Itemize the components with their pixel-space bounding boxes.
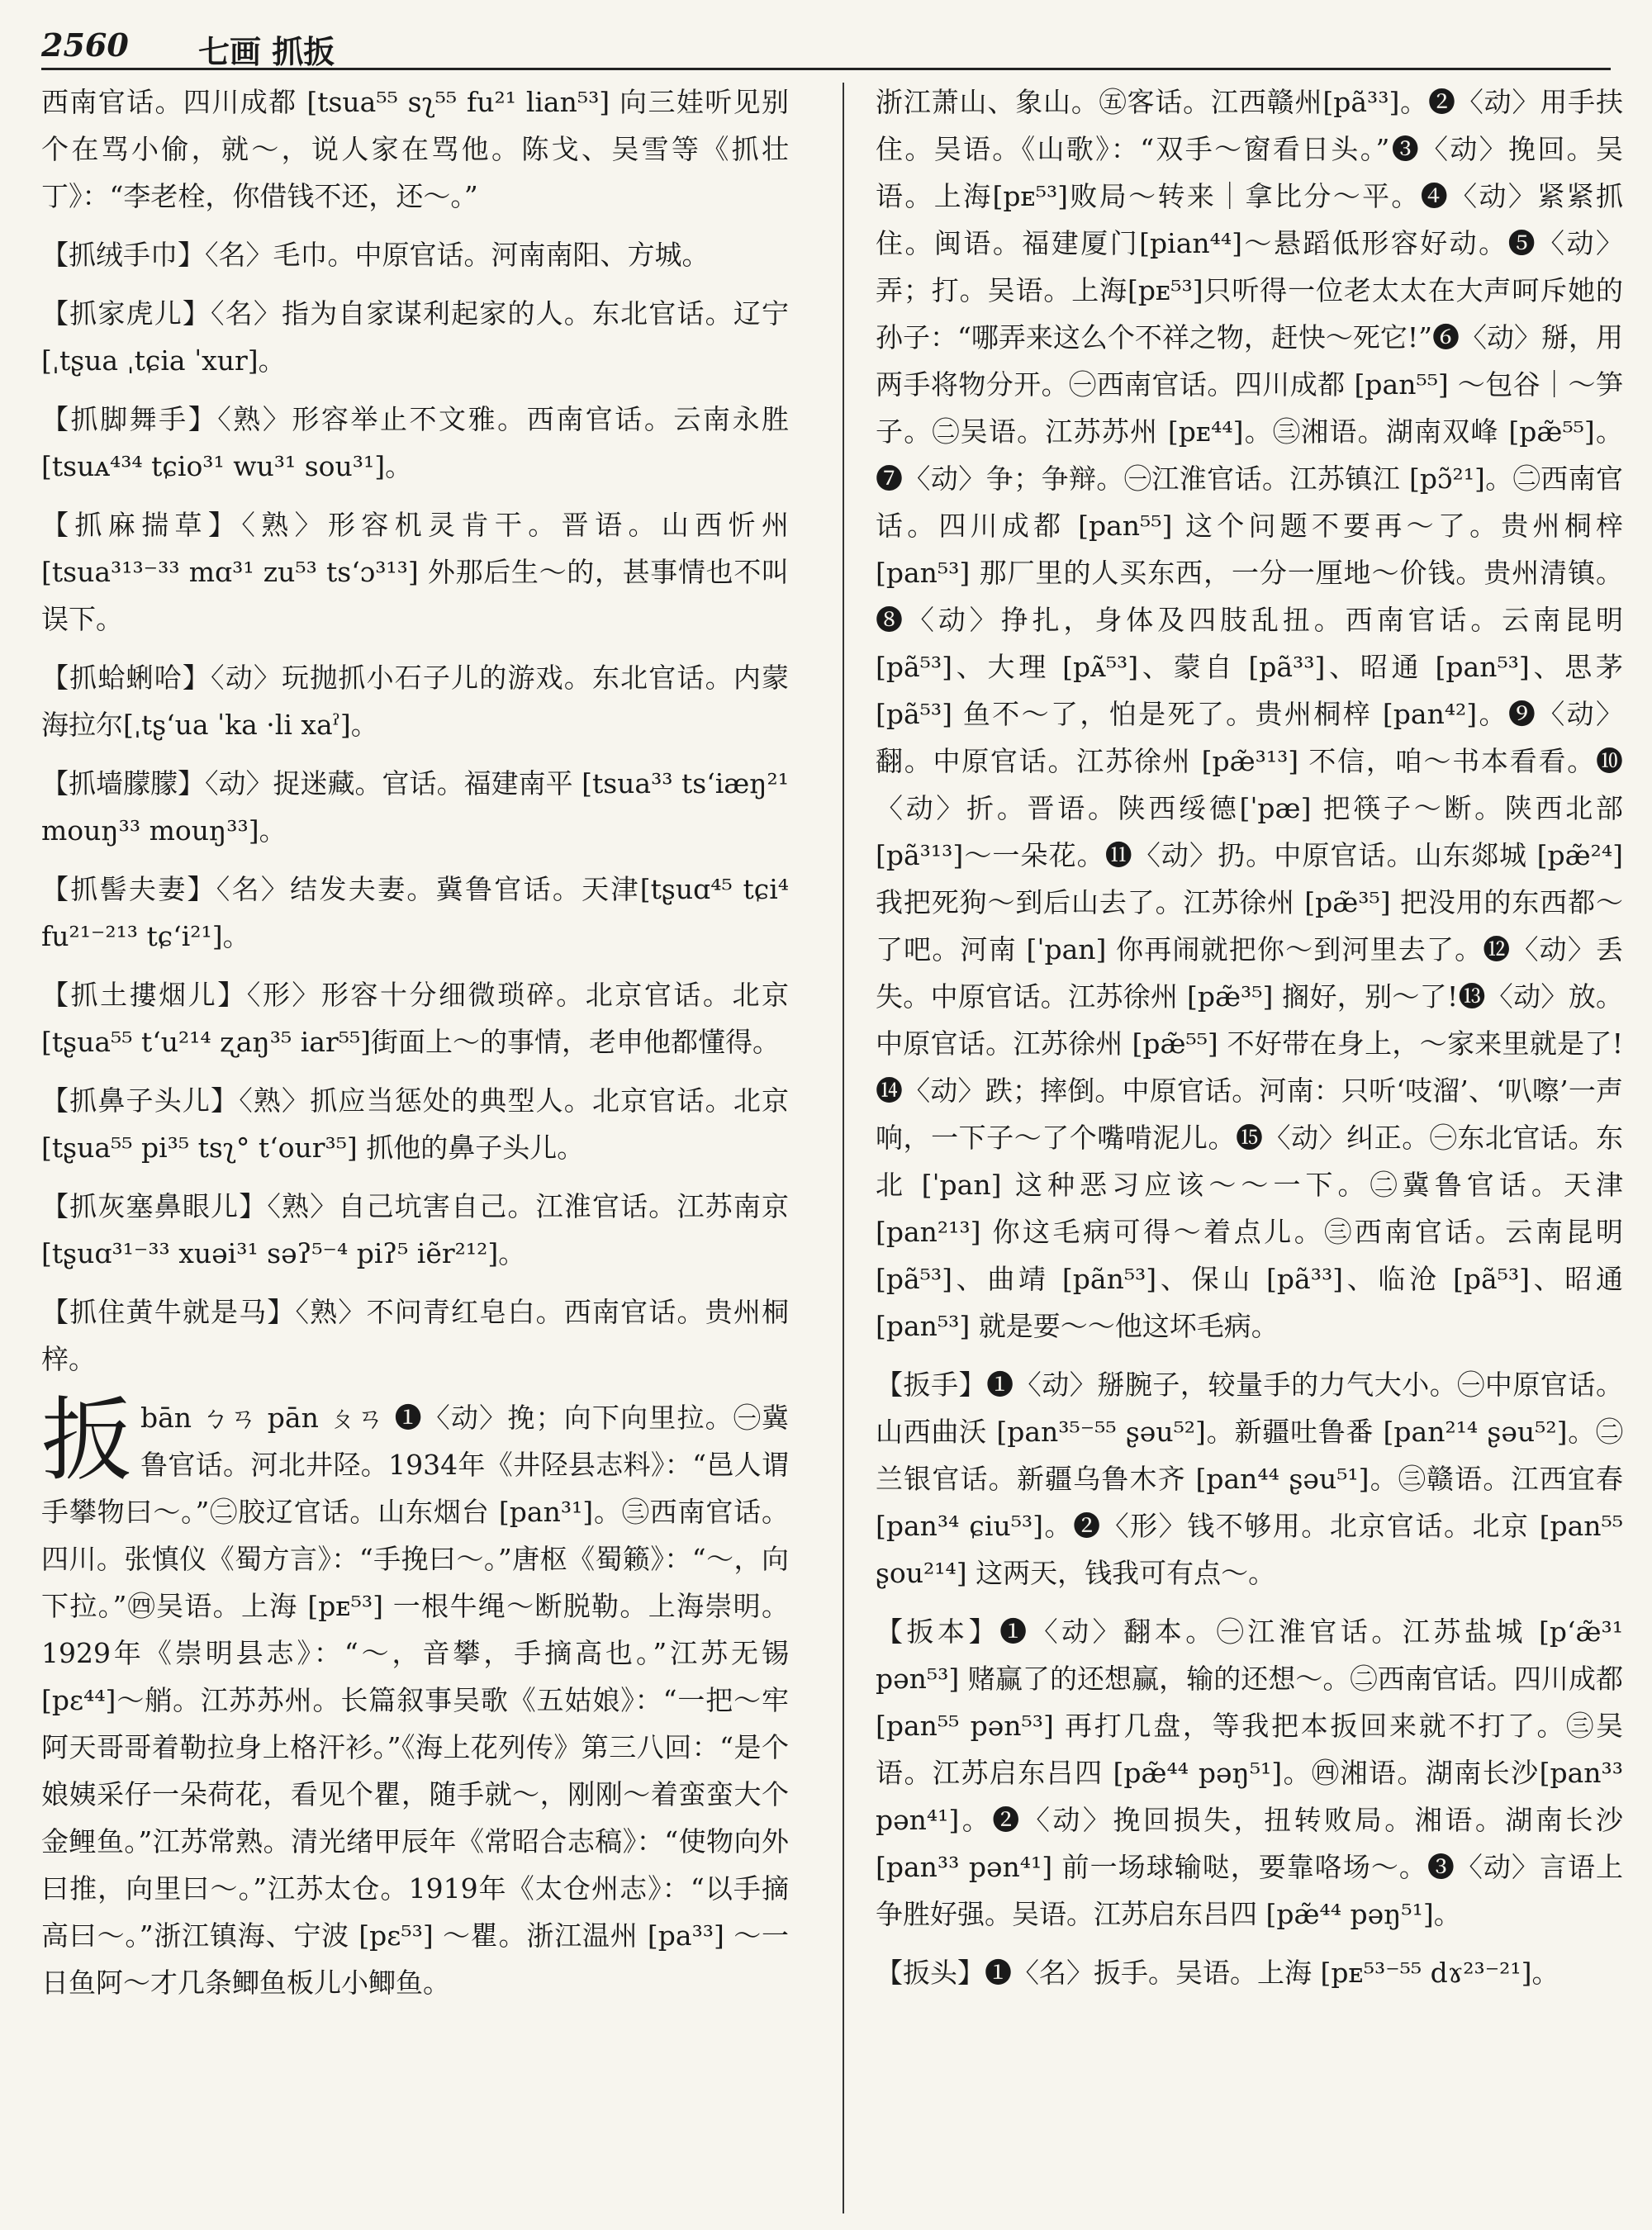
entry-bantou: 【扳头】❶〈名〉扳手。吴语。上海 [pᴇ⁵³⁻⁵⁵ dɤ²³⁻²¹]。	[876, 1957, 1559, 1989]
right-column	[876, 78, 1623, 2008]
page-header	[41, 18, 1611, 69]
entry-zhuarong-shoujin: 【抓绒手巾】〈名〉毛巾。中原官话。河南南阳、方城。	[41, 239, 710, 271]
entry-zhuazhu-huangniu: 【抓住黄牛就是马】〈熟〉不问青红皂白。西南官话。贵州桐梓。	[41, 1296, 789, 1375]
column-divider	[843, 83, 844, 2213]
headword-definition: ❶〈动〉挽；向下向里拉。㊀冀鲁官话。河北井陉。1934年《井陉县志料》：“邑人谓手攀物曰～。”㊁胶辽官话。山东烟台 [pan³¹]。㊂西南官话。四川。张慎仪《蜀方言》：“手挽曰～。”唐枢《蜀籁》：“～，向下拉。”㊃吴语。上海 [pᴇ⁵³] 一根牛绳～断脱勒。上海崇明。1929年《崇明县志》：“～，音攀，手摘高也。”江苏无锡 [pɛ⁴⁴]～艄。江苏苏州。长篇叙事吴歌《五姑娘》：“一把～牢阿天哥哥着勒拉身上格汗衫。”《海上花列传》第三八回：“是个娘姨采仔一朵荷花，看见个瞿，随手就～，刚刚～着蛮蛮大个金鲤鱼。”江苏常熟。清光绪甲辰年《常昭合志稿》：“使物向外曰推，向里曰～。”江苏太仓。1919年《太仓州志》：“以手摘高曰～。”浙江镇海、宁波 [pɛ⁵³] ～瞿。浙江温州 [pa³³] ～一日鱼阿～才几条鲫鱼板儿小鲫鱼。	[41, 1402, 790, 1999]
page-number: 2560	[41, 26, 129, 64]
header-rule	[41, 68, 1611, 70]
entry-zhua-geliha: 【抓蛤蜊哈】〈动〉玩抛抓小石子儿的游戏。东北官话。内蒙海拉尔[ˌtʂʻua ˈka ·li xaˀ]。	[41, 662, 789, 741]
entry-banben: 【扳本】❶〈动〉翻本。㊀江淮官话。江苏盐城 [pʻæ̃³¹ pən⁵³] 赌赢了的还想赢，输的还想～。㊁西南官话。四川成都 [pan⁵⁵ pən⁵³] 再打几盘，等我把本扳回来就不打了。㊂吴语。江苏启东吕四 [pæ̃⁴⁴ pəŋ⁵¹]。㊃湘语。湖南长沙[pan³³ pən⁴¹]。❷〈动〉挽回损失，扭转败局。湘语。湖南长沙 [pan³³ pən⁴¹] 前一场球输哒，要靠咯场～。❸〈动〉言语上争胜好强。吴语。江苏启东吕四 [pæ̃⁴⁴ pəŋ⁵¹]。	[876, 1616, 1623, 1930]
headword-ban: 扳	[41, 1388, 132, 1493]
section-title: 七画 抓扳	[198, 33, 335, 70]
headword-pronunciation: bān ㄅㄢ pān ㄆㄢ	[140, 1402, 385, 1434]
entry-text: 西南官话。四川成都 [tsua⁵⁵ sʅ⁵⁵ fu²¹ lian⁵³] 向三娃听见别个在骂小偷，就～，说人家在骂他。陈戈、吴雪等《抓壮丁》：“李老栓，你借钱不还，还～。”	[41, 86, 789, 212]
entry-zhuaqiang-mengmeng: 【抓墙朦朦】〈动〉捉迷藏。官话。福建南平 [tsua³³ tsʻiæŋ²¹ mouŋ³³ mouŋ³³]。	[41, 767, 789, 847]
entry-zhua-bizi-touer: 【抓鼻子头儿】〈熟〉抓应当惩处的典型人。北京官话。北京 [tʂua⁵⁵ pi³⁵ tsʅ° tʻour³⁵] 抓他的鼻子头儿。	[41, 1084, 789, 1164]
entry-zhuahui-saibi-yaner: 【抓灰塞鼻眼儿】〈熟〉自己坑害自己。江淮官话。江苏南京 [tʂuɑ³¹⁻³³ xuəi³¹ səʔ⁵⁻⁴ piʔ⁵ iẽr²¹²]。	[41, 1190, 789, 1269]
entry-zhuaji-fuqi: 【抓髻夫妻】〈名〉结发夫妻。冀鲁官话。天津[tʂuɑ⁴⁵ tɕi⁴ fu²¹⁻²¹³ tɕʻi²¹]。	[41, 873, 789, 952]
entry-ban	[41, 1388, 790, 2006]
entry-banshou: 【扳手】❶〈动〉掰腕子，较量手的力气大小。㊀中原官话。山西曲沃 [pan³⁵⁻⁵⁵ ʂəu⁵²]。新疆吐鲁番 [pan²¹⁴ ʂəu⁵²]。㊁兰银官话。新疆乌鲁木齐 [pan⁴⁴ ʂəu⁵¹]。㊂赣语。江西宜春 [pan³⁴ ɕiu⁵³]。❷〈形〉钱不够用。北京官话。北京 [pan⁵⁵ ʂou²¹⁴] 这两天，钱我可有点～。	[876, 1369, 1623, 1589]
left-column	[41, 78, 789, 2006]
entry-zhuatu-rangyaner: 【抓土摟烟儿】〈形〉形容十分细微琐碎。北京官话。北京 [tʂua⁵⁵ tʻu²¹⁴ ʐaŋ³⁵ iar⁵⁵]街面上～的事情，老申他都懂得。	[41, 979, 789, 1058]
entry-zhuajiao-wushou: 【抓脚舞手】〈熟〉形容举止不文雅。西南官话。云南永胜 [tsuᴀ⁴³⁴ tɕio³¹ wu³¹ sou³¹]。	[41, 403, 789, 482]
entry-zhuajia-huer: 【抓家虎儿】〈名〉指为自家谋利起家的人。东北官话。辽宁 [ˌtʂua ˌtɕia ˈxur]。	[41, 297, 789, 377]
entry-zhuama-chuaicao: 【抓麻揣草】〈熟〉形容机灵肯干。晋语。山西忻州 [tsua³¹³⁻³³ mɑ³¹ zu⁵³ tsʻɔ³¹³] 外那后生～的，甚事情也不叫误下。	[41, 509, 789, 635]
entry-ban-continued: 浙江萧山、象山。㊄客话。江西赣州[pã³³]。❷〈动〉用手扶住。吴语。《山歌》：“双手～窗看日头。”❸〈动〉挽回。吴语。上海[pᴇ⁵³]败局～转来｜拿比分～平。❹〈动〉紧紧抓住。闽语。福建厦门[pian⁴⁴]～悬蹈低形容好动。❺〈动〉弄；打。吴语。上海[pᴇ⁵³]只听得一位老太太在大声呵斥她的孙子：“哪弄来这么个不祥之物，赶快～死它!”❻〈动〉掰，用两手将物分开。㊀西南官话。四川成都 [pan⁵⁵] ～包谷｜～笋子。㊁吴语。江苏苏州 [pᴇ⁴⁴]。㊂湘语。湖南双峰 [pæ̃⁵⁵]。❼〈动〉争；争辩。㊀江淮官话。江苏镇江 [pɔ̃²¹]。㊁西南官话。四川成都 [pan⁵⁵] 这个问题不要再～了。贵州桐梓 [pan⁵³] 那厂里的人买东西，一分一厘地～价钱。贵州清镇。❽〈动〉挣扎，身体及四肢乱扭。西南官话。云南昆明 [pã⁵³]、大理 [pᴀ̃⁵³]、蒙自 [pã³³]、昭通 [pan⁵³]、思茅[pã⁵³] 鱼不～了，怕是死了。贵州桐梓 [pan⁴²]。❾〈动〉翻。中原官话。江苏徐州 [pæ̃³¹³] 不信，咱～书本看看。❿〈动〉折。晋语。陕西绥德[ˈpæ] 把筷子～断。陕西北部 [pã³¹³]～一朵花。⓫〈动〉扔。中原官话。山东郯城 [pæ̃²⁴] 我把死狗～到后山去了。江苏徐州 [pæ̃³⁵] 把没用的东西都～了吧。河南 [ˈpan] 你再闹就把你～到河里去了。⓬〈动〉丢失。中原官话。江苏徐州 [pæ̃³⁵] 搁好，别～了!⓭〈动〉放。中原官话。江苏徐州 [pæ̃⁵⁵] 不好带在身上，～家来里就是了!⓮〈动〉跌；摔倒。中原官话。河南：只听‘吱溜’、‘叭嚓’一声响，一下子～了个嘴啃泥儿。⓯〈动〉纠正。㊀东北官话。东北 [ˈpan] 这种恶习应该～～一下。㊁冀鲁官话。天津 [pan²¹³] 你这毛病可得～着点儿。㊂西南官话。云南昆明 [pã⁵³]、曲靖 [pãn⁵³]、保山 [pã³³]、临沧 [pã⁵³]、昭通[pan⁵³] 就是要～～他这坏毛病。	[876, 86, 1624, 1342]
